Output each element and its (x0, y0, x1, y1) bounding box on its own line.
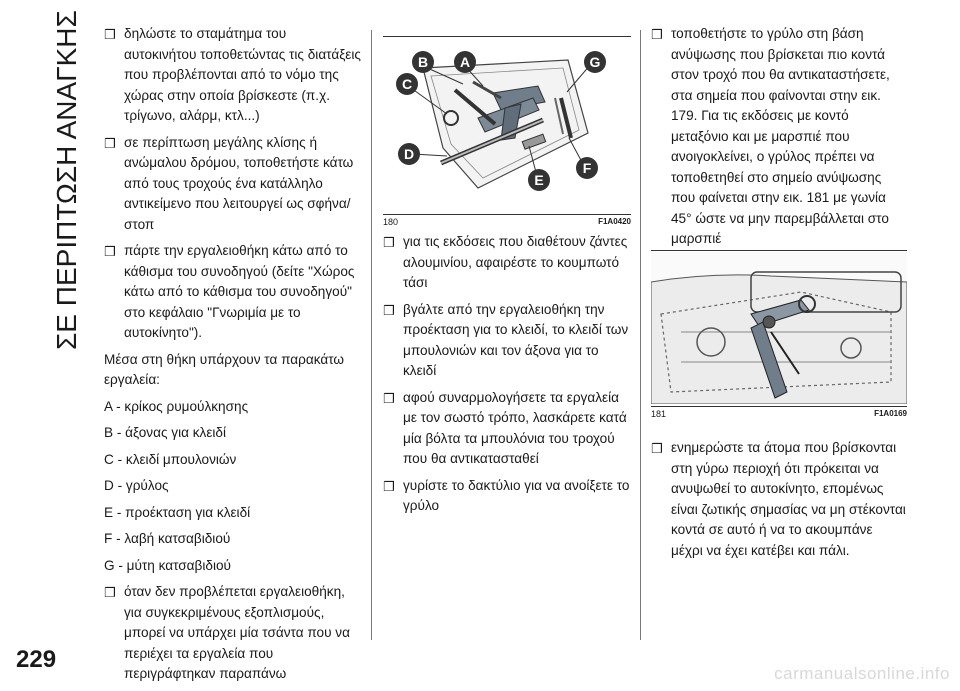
callout-c (396, 73, 418, 95)
checkbox-bullet-icon: ❒ (383, 302, 395, 318)
column-divider (371, 30, 372, 640)
jack-placement-illustration (651, 252, 907, 404)
tool-item-b: B - άξονας για κλειδί (104, 425, 226, 440)
list-item (651, 24, 907, 250)
callout-label-g: G (589, 54, 601, 70)
checkbox-bullet-icon: ❒ (104, 135, 116, 151)
figure-181-bottom-rule (651, 406, 907, 407)
tools-intro: Μέσα στη θήκη υπάρχουν τα παρακάτω εργαλεία: (104, 351, 345, 387)
checkbox-bullet-icon: ❒ (651, 27, 663, 42)
tool-item-f: F - λαβή κατσαβιδιού (104, 531, 231, 546)
figure-180-bottom-rule (383, 214, 631, 215)
checkbox-bullet-icon: ❒ (651, 441, 663, 456)
tool-item-g: G - μύτη κατσαβιδιού (104, 557, 231, 573)
tool-item-e: E - προέκταση για κλειδί (104, 504, 251, 520)
list-item (104, 133, 362, 236)
list-item (104, 241, 362, 344)
callout-label-b: B (417, 54, 429, 70)
list-item-text: γυρίστε το δακτύλιο για να ανοίξετε το γρύλο (403, 477, 630, 513)
callout-e (528, 169, 550, 191)
figure-181-top-rule (651, 250, 907, 251)
list-item (651, 438, 907, 561)
list-item-text: δηλώστε το σταμάτημα του αυτοκινήτου τοποθετώντας τις διατάξεις που προβλέπονται από το νόμο της χώρας στην οποία βρίσκεστε (π.χ. τρίγωνο, αλάρμ, κτλ...) (124, 26, 361, 123)
toolkit-illustration (383, 38, 631, 214)
column-divider (640, 30, 641, 640)
list-item (383, 476, 631, 517)
column-2 (383, 232, 631, 523)
list-item-text: πάρτε την εργαλειοθήκη κάτω από το κάθισμα του συνοδηγού (δείτε "Χώρος κάτω από το κάθισμα του συνοδηγού" στο κεφάλαιο "Γνωριμία με το αυτοκίνητο"). (124, 243, 355, 340)
side-title-bar (51, 10, 82, 350)
callout-f (576, 157, 598, 179)
checkbox-bullet-icon: ❒ (104, 27, 116, 42)
list-item (383, 300, 631, 382)
list-item (383, 232, 631, 294)
checkbox-bullet-icon: ❒ (104, 585, 116, 600)
list-item (104, 24, 362, 127)
list-item-text: βγάλτε από την εργαλειοθήκη την προέκταση για το κλειδί, το κλειδί των μπουλονιών και τον άξονα για το κλειδί (403, 301, 629, 378)
watermark: carmanualsonline.info (774, 664, 950, 683)
callout-b (412, 51, 434, 73)
callout-label-a: A (459, 54, 471, 70)
figure-180 (383, 36, 631, 227)
figure-180-top-rule (383, 36, 631, 37)
callout-label-c: C (401, 76, 413, 92)
page-number: 229 (16, 646, 57, 673)
figure-180-code: F1A0420 (598, 217, 631, 226)
list-item-text: αφού συναρμολογήσετε τα εργαλεία με τον σωστό τρόπο, λασκάρετε κατά μία βόλτα τα μπουλόνια του τροχού που θα αντικατασταθεί (403, 389, 627, 466)
list-item-text: σε περίπτωση μεγάλης κλίσης ή ανώμαλου δρόμου, τοποθετήστε κάτω από τους τροχούς ένα κατάλληλο αντικείμενο που λειτουργεί ως σφήνα/στοπ (124, 134, 354, 232)
figure-181-number: 181 (651, 409, 667, 419)
column-3-bottom (651, 438, 907, 567)
figure-180-number: 180 (383, 217, 399, 227)
checkbox-bullet-icon: ❒ (383, 235, 395, 250)
list-item-text: ενημερώστε τα άτομα που βρίσκονται στη γύρω περιοχή ότι πρόκειται να ανυψωθεί το αυτοκίνητο, επομένως είναι ζωτικής σημασίας να μη στέκονται κοντά σε αυτό ή να το ακουμπάνε μέχρι να έχει κατέβει και πάλι. (671, 440, 906, 558)
list-item (104, 582, 362, 685)
tool-item-d: D - γρύλος (104, 478, 169, 493)
callout-label-d: D (403, 146, 415, 162)
column-3 (651, 24, 907, 256)
list-item-text: για τις εκδόσεις που διαθέτουν ζάντες αλουμινίου, αφαιρέστε το κουμπωτό τάσι (403, 234, 628, 290)
checkbox-bullet-icon: ❒ (383, 478, 395, 494)
column-1 (104, 24, 362, 691)
tool-item-c: C - κλειδί μπουλονιών (104, 451, 237, 467)
figure-181-code: F1A0169 (874, 409, 907, 418)
section-title: ΣΕ ΠΕΡΙΠΤΩΣΗ ΑΝΑΓΚΗΣ (51, 10, 82, 350)
checkbox-bullet-icon: ❒ (383, 390, 395, 406)
callout-d (398, 143, 420, 165)
tool-item-a: A - κρίκος ρυμούλκησης (104, 398, 249, 414)
callout-a (454, 51, 476, 73)
callout-g (584, 51, 606, 73)
callout-label-e: E (534, 172, 544, 188)
figure-181 (651, 250, 907, 436)
list-item (383, 388, 631, 470)
checkbox-bullet-icon: ❒ (104, 244, 116, 259)
callout-label-f: F (582, 160, 592, 176)
list-item-text: τοποθετήστε το γρύλο στη βάση ανύψωσης που βρίσκεται πιο κοντά στον τροχό που θα αντικαταστήσετε, στα σημεία που φαίνονται στην εικ. 179. Για τις εκδόσεις με κοντό μεταξόνιο και με μαρσπιέ που ανοιγοκλείνει, ο γρύλος πρέπει να τοποθετηθεί στο σημείο ανύψωσης που φαίνεται στην εικ. 181 με γωνία 45° ώστε να μην παρεμβάλλεται στο μαρσπιέ (671, 26, 890, 246)
list-item-text: όταν δεν προβλέπεται εργαλειοθήκη, για συγκεκριμένους εξοπλισμούς, μπορεί να υπάρχει μία τσάντα που να περιέχει τα εργαλεία που περιγράφτηκαν παραπάνω (124, 584, 350, 681)
